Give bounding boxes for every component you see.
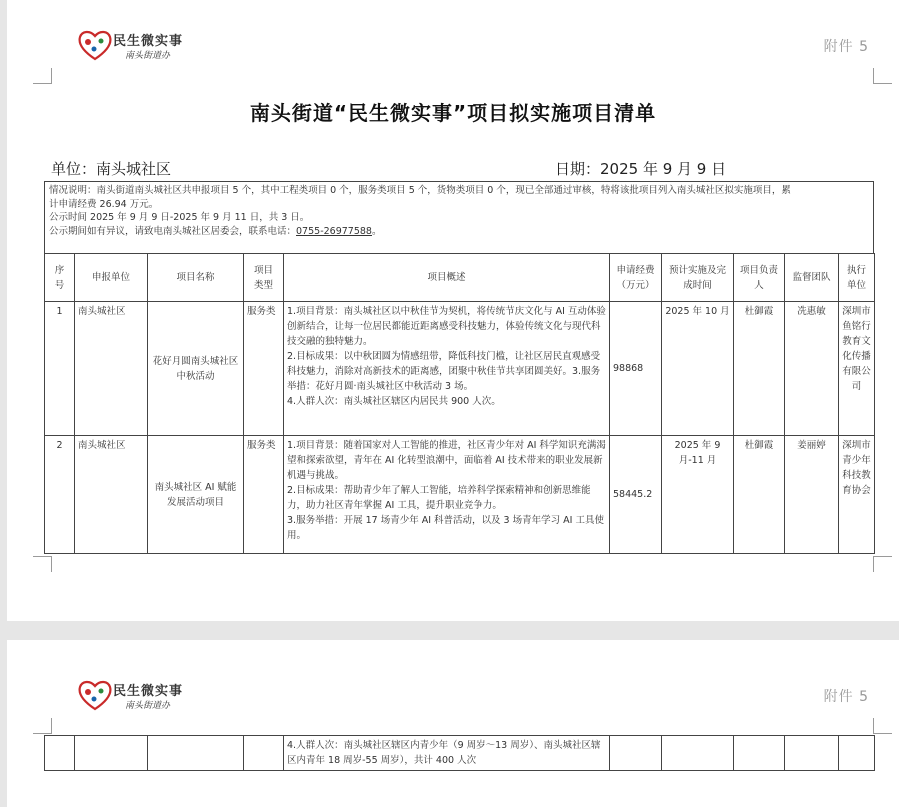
cell-name: 南头城社区 AI 赋能发展活动项目 xyxy=(148,436,244,554)
cell-budget xyxy=(610,736,662,771)
crop-mark xyxy=(33,733,51,734)
overview-line: 3.服务举措：开展 17 场青少年 AI 科普活动，以及 3 场青年学习 AI 工具使用。 xyxy=(287,515,604,541)
cell-period: 2025 年 10 月 xyxy=(662,302,734,436)
cell-overview xyxy=(284,436,610,554)
logo-title: 民生微实事 xyxy=(113,684,184,699)
cell-no: 1 xyxy=(45,302,75,436)
cell-type xyxy=(244,736,284,771)
document-page-1 xyxy=(7,0,899,621)
crop-mark xyxy=(33,83,51,84)
table-row xyxy=(45,302,875,436)
minsheng-logo xyxy=(77,676,197,718)
cell-budget: 58445.2 xyxy=(610,436,662,554)
logo-title: 民生微实事 xyxy=(113,34,184,49)
cell-unit: 南头城社区 xyxy=(75,436,148,554)
col-header-executor: 执行单位 xyxy=(839,254,875,302)
crop-mark xyxy=(51,718,52,734)
col-header-leader: 项目负责人 xyxy=(734,254,785,302)
document-title: 南头街道“民生微实事”项目拟实施项目清单 xyxy=(249,101,657,125)
minsheng-logo xyxy=(77,26,197,68)
table-row xyxy=(45,436,875,554)
document-page-2 xyxy=(7,640,899,807)
cell-no: 2 xyxy=(45,436,75,554)
logo-subtitle: 南头街道办 xyxy=(125,51,171,61)
crop-mark xyxy=(33,556,51,557)
col-header-unit: 申报单位 xyxy=(75,254,148,302)
info-line: 情况说明：南头街道南头城社区共申报项目 5 个，其中工程类项目 0 个，服务类项目 5 个，货物类项目 0 个，现已全部通过审核，特将该批项目列入南头城社区拟实施项目，累 xyxy=(49,185,791,196)
crop-mark xyxy=(874,83,892,84)
col-header-overview: 项目概述 xyxy=(284,254,610,302)
crop-mark xyxy=(873,68,874,84)
cell-budget: 98868 xyxy=(610,302,662,436)
table-row xyxy=(45,736,875,771)
unit-line: 单位：南头城社区 xyxy=(51,160,172,178)
cell-leader: 杜御霞 xyxy=(734,302,785,436)
heart-emblem-icon xyxy=(77,28,113,62)
info-text: 。 xyxy=(371,225,382,237)
heart-emblem-icon xyxy=(77,678,113,712)
cell-supervisor xyxy=(785,736,839,771)
col-header-type: 项目类型 xyxy=(244,254,284,302)
overview-line: 1.项目背景：随着国家对人工智能的推进，社区青少年对 AI 科学知识充满渴望和探索欲望，青年在 AI 化转型浪潮中，面临着 AI 技术带来的职业发展新机遇与挑战。 xyxy=(287,440,606,481)
cell-period xyxy=(662,736,734,771)
cell-overview: 4.人群人次：南头城社区辖区内青少年（9 周岁～13 周岁）、南头城社区辖区内青年 18 周岁-55 周岁），共计 400 人次 xyxy=(284,736,610,771)
cell-leader: 杜御霞 xyxy=(734,436,785,554)
crop-mark xyxy=(51,556,52,572)
col-header-supervisor: 监督团队 xyxy=(785,254,839,302)
project-table-continued xyxy=(44,735,875,771)
cell-no xyxy=(45,736,75,771)
cell-supervisor: 冼惠敏 xyxy=(785,302,839,436)
cell-name xyxy=(148,736,244,771)
info-text: 公示期间如有异议，请致电南头城社区居委会，联系电话： xyxy=(49,225,297,237)
cell-executor: 深圳市鱼铭行教育文化传播有限公司 xyxy=(839,302,875,436)
cell-type: 服务类 xyxy=(244,302,284,436)
attachment-label: 附件 5 xyxy=(823,689,869,705)
cell-supervisor: 姜丽婷 xyxy=(785,436,839,554)
crop-mark xyxy=(873,556,874,572)
crop-mark xyxy=(51,68,52,84)
info-line: 公示时间 2025 年 9 月 9 日-2025 年 9 月 11 日，共 3 日。 xyxy=(49,212,310,223)
attachment-label: 附件 5 xyxy=(823,39,869,55)
overview-line: 4.人群人次：南头城社区辖区内居民共 900 人次。 xyxy=(287,396,501,407)
cell-type: 服务类 xyxy=(244,436,284,554)
cell-executor xyxy=(839,736,875,771)
crop-mark xyxy=(873,718,874,734)
logo-subtitle: 南头街道办 xyxy=(125,701,171,711)
info-box xyxy=(44,181,874,253)
col-header-budget: 申请经费（万元） xyxy=(610,254,662,302)
overview-line: 2.目标成果：以中秋团圆为情感纽带，降低科技门槛，让社区居民直观感受科技魅力，消除对高新技术的距离感，团聚中秋佳节共享团圆美好。3.服务举措：花好月圆·南头城社区中秋活动 3 场。 xyxy=(287,351,601,392)
cell-name: 花好月圆南头城社区中秋活动 xyxy=(148,302,244,436)
col-header-name: 项目名称 xyxy=(148,254,244,302)
table-header-row xyxy=(45,254,875,302)
overview-line: 1.项目背景：南头城社区以中秋佳节为契机，将传统节庆文化与 AI 互动体验创新结合，让每一位居民都能近距离感受科技魅力，体验传统文化与现代科技交融的独特魅力。 xyxy=(287,306,606,347)
cell-unit xyxy=(75,736,148,771)
info-line xyxy=(49,225,869,239)
col-header-no: 序号 xyxy=(45,254,75,302)
cell-overview xyxy=(284,302,610,436)
cell-executor: 深圳市青少年科技教育协会 xyxy=(839,436,875,554)
crop-mark xyxy=(874,556,892,557)
cell-leader xyxy=(734,736,785,771)
col-header-period: 预计实施及完成时间 xyxy=(662,254,734,302)
date-line: 日期：2025 年 9 月 9 日 xyxy=(555,160,727,178)
phone-number: 0755-26977588 xyxy=(296,225,372,237)
crop-mark xyxy=(874,733,892,734)
project-table xyxy=(44,253,875,554)
info-line: 计申请经费 26.94 万元。 xyxy=(49,198,159,210)
overview-line: 2.目标成果：帮助青少年了解人工智能，培养科学探索精神和创新思维能力，助力社区青年掌握 AI 工具，提升职业竞争力。 xyxy=(287,485,591,511)
cell-period: 2025 年 9 月-11 月 xyxy=(662,436,734,554)
cell-unit: 南头城社区 xyxy=(75,302,148,436)
